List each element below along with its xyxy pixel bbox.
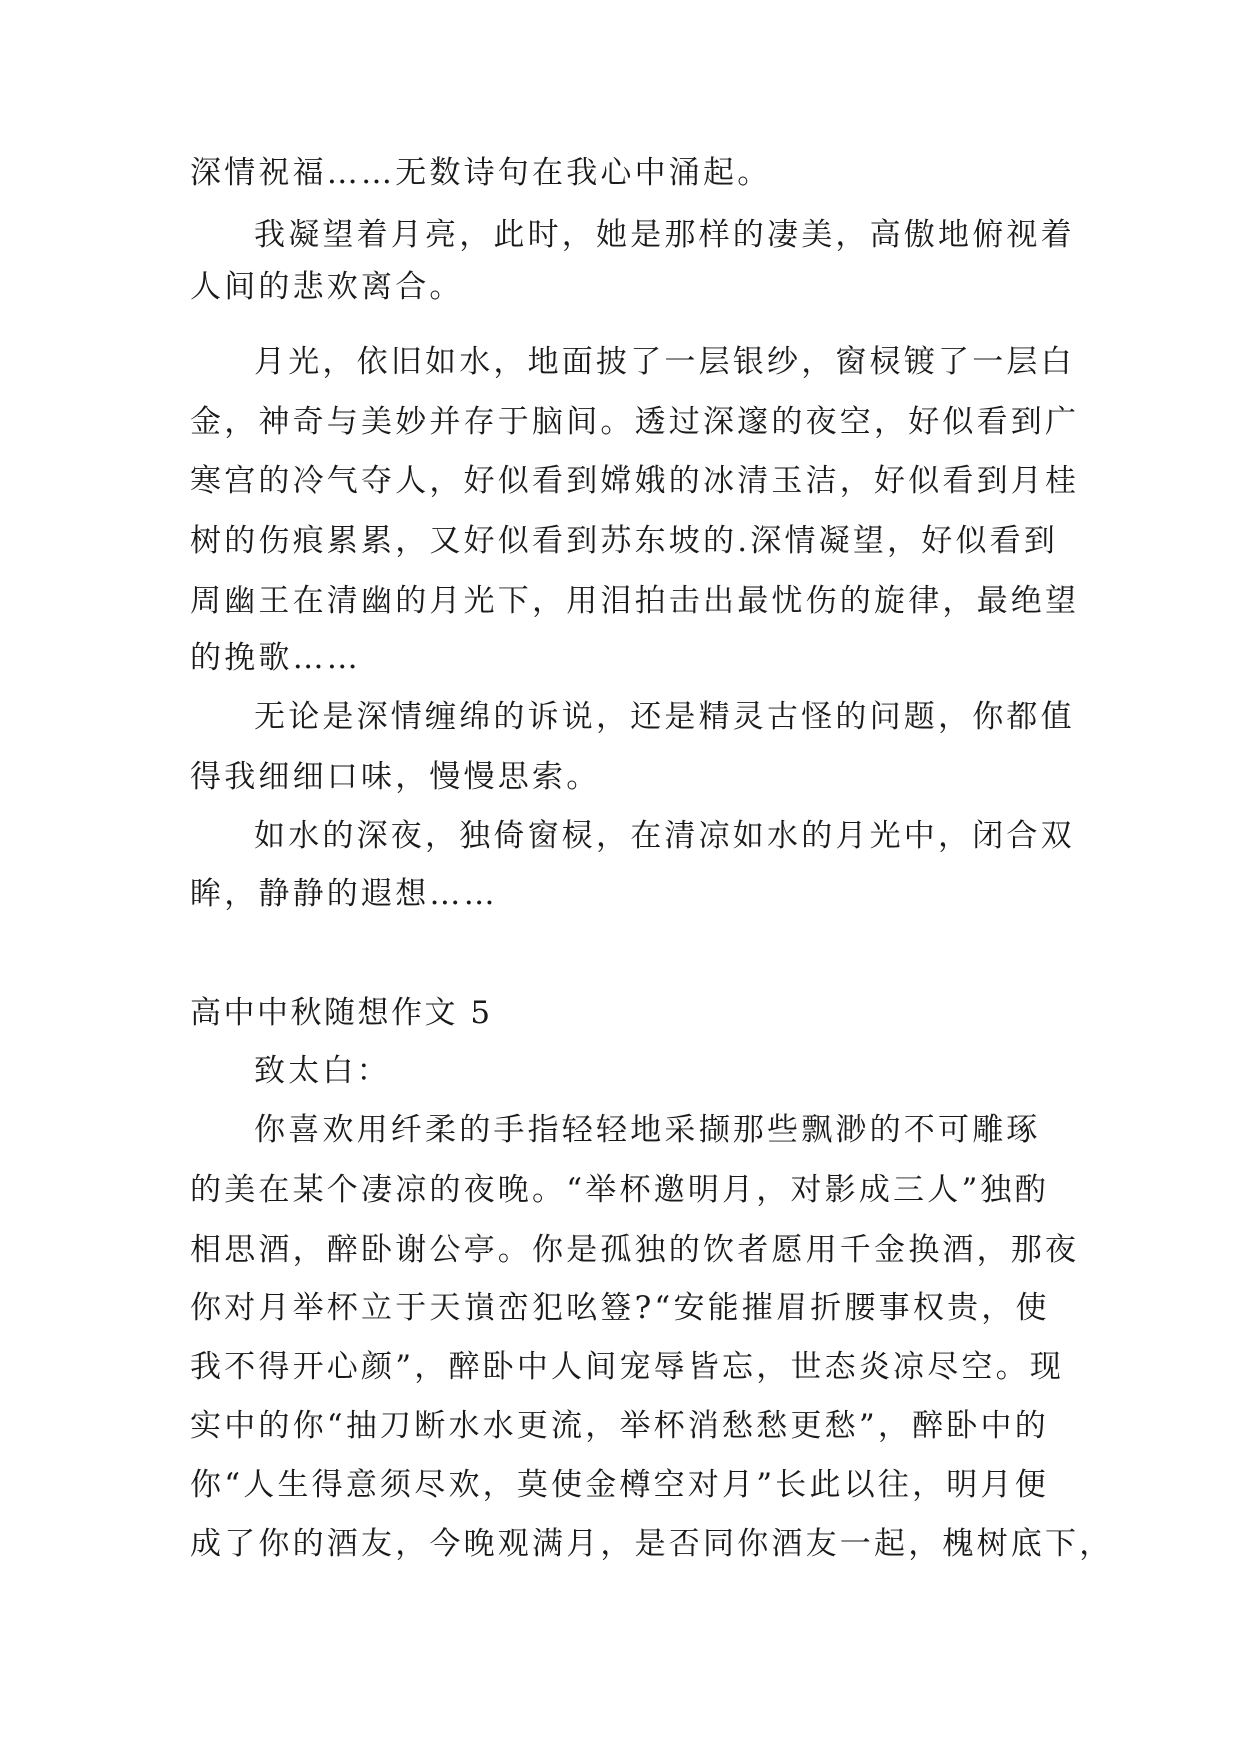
text-line-12: 如水的深夜，独倚窗棂，在清凉如水的月光中，闭合双 <box>254 818 1075 854</box>
text-line-20: 你“人生得意须尽欢，莫使金樽空对月”长此以往，明月便 <box>190 1467 1049 1503</box>
text-line-4: 月光，依旧如水，地面披了一层银纱，窗棂镀了一层白 <box>254 344 1075 380</box>
text-line-16: 相思酒，醉卧谢公亭。你是孤独的饮者愿用千金换酒，那夜 <box>190 1232 1080 1268</box>
text-line-7: 树的伤痕累累，又好似看到苏东坡的.深情凝望，好似看到 <box>190 523 1059 559</box>
text-line-15: 的美在某个凄凉的夜晚。“举杯邀明月，对影成三人”独酌 <box>190 1172 1049 1208</box>
text-line-18: 我不得开心颜”，醉卧中人间宠辱皆忘，世态炎凉尽空。现 <box>190 1349 1065 1385</box>
text-line-8: 周幽王在清幽的月光下，用泪拍击出最忧伤的旋律，最绝望 <box>190 583 1080 619</box>
salutation: 致太白： <box>254 1053 391 1089</box>
text-line-6: 寒宫的冷气夺人，好似看到嫦娥的冰清玉洁，好似看到月桂 <box>190 463 1080 499</box>
text-line-17: 你对月举杯立于天嵿峦犯吆簦?“安能摧眉折腰事权贵，使 <box>190 1290 1050 1326</box>
text-line-9: 的挽歌…… <box>190 640 361 676</box>
text-line-13: 眸，静静的遐想…… <box>190 876 498 912</box>
text-line-2: 我凝望着月亮，此时，她是那样的凄美，高傲地俯视着 <box>254 217 1075 253</box>
text-line-21: 成了你的酒友，今晚观满月，是否同你酒友一起，槐树底下， <box>190 1526 1114 1562</box>
section-heading: 高中中秋随想作文 5 <box>190 995 493 1031</box>
text-line-3: 人间的悲欢离合。 <box>190 269 464 305</box>
text-line-19: 实中的你“抽刀断水水更流，举杯消愁愁更愁”，醉卧中的 <box>190 1408 1049 1444</box>
text-line-14: 你喜欢用纤柔的手指轻轻地采撷那些飘渺的不可雕琢 <box>254 1112 1041 1148</box>
text-line-10: 无论是深情缠绵的诉说，还是精灵古怪的问题，你都值 <box>254 699 1075 735</box>
text-line-5: 金，神奇与美妙并存于脑间。透过深邃的夜空，好似看到广 <box>190 404 1080 440</box>
text-line-1: 深情祝福……无数诗句在我心中涌起。 <box>190 155 772 191</box>
text-line-11: 得我细细口味，慢慢思索。 <box>190 759 601 795</box>
